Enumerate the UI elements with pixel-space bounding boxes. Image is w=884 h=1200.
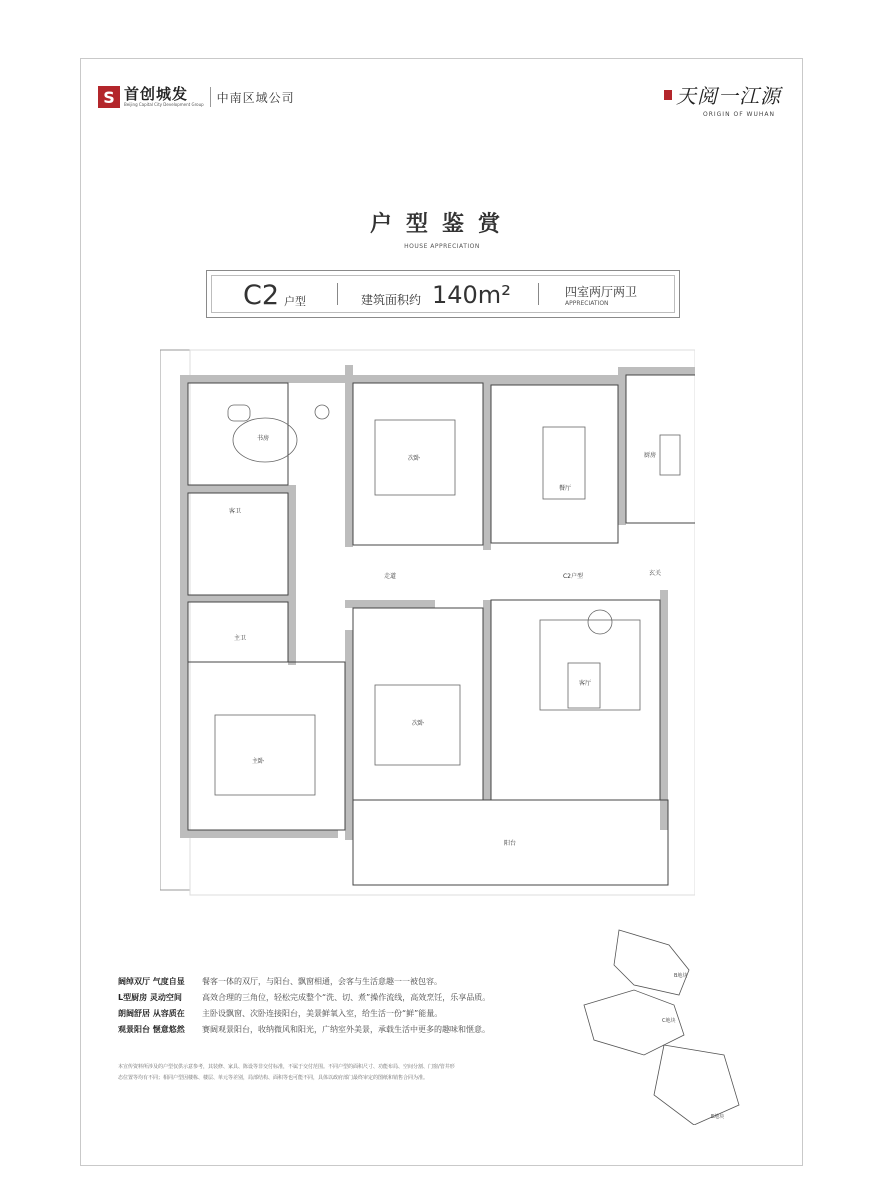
room-label-dining: 餐厅 xyxy=(558,485,572,492)
unit-code-suffix: 户型 xyxy=(284,295,306,308)
room-label-study: 书房 xyxy=(256,435,270,442)
area-value: 140m² xyxy=(432,281,511,309)
site-plan xyxy=(574,925,744,1125)
feature-title: L型厨房 灵动空间 xyxy=(118,993,182,1002)
floor-plan xyxy=(160,345,695,900)
disclaimer xyxy=(118,1062,613,1084)
seal-icon xyxy=(664,90,672,100)
room-label-master-bath: 主卫 xyxy=(233,635,247,642)
developer-name: 首创城发 xyxy=(124,85,189,103)
room-label-master-bed: 主卧 xyxy=(251,758,265,765)
info-divider xyxy=(337,283,338,305)
area-label: 建筑面积约 xyxy=(361,293,422,307)
feature-title: 阔绰双厅 气度自显 xyxy=(118,977,185,986)
room-label-living: 客厅 xyxy=(578,680,592,687)
project-name-en: ORIGIN OF WUHAN xyxy=(703,111,775,118)
feature-desc: 高效合理的三角位，轻松完成整个“洗、切、煮”操作流线，高效烹饪，乐享品质。 xyxy=(202,993,491,1002)
section-title: 户型鉴赏 xyxy=(369,212,514,237)
unit-layout-sub: APPRECIATION xyxy=(565,300,609,307)
room-label-entrance: 玄关 xyxy=(648,570,662,577)
feature-list xyxy=(118,974,490,1038)
feature-title: 观景阳台 惬意悠然 xyxy=(118,1025,185,1034)
room-label-second-bed-top: 次卧 xyxy=(407,455,421,462)
feature-item xyxy=(118,1006,490,1022)
feature-desc: 赛阔观景阳台，收纳微风和阳光，广纳室外美景，承载生活中更多的趣味和惬意。 xyxy=(202,1025,490,1034)
unit-layout: 四室两厅两卫 xyxy=(565,285,638,299)
room-label-balcony: 阳台 xyxy=(503,840,517,847)
project-name: 天阅一江源 xyxy=(676,84,781,108)
unit-code: C2 xyxy=(243,280,280,311)
info-divider xyxy=(538,283,539,305)
room-label-second-bed-bottom: 次卧 xyxy=(411,720,425,727)
developer-logo-mark: S xyxy=(98,86,120,108)
disclaimer-line: 本宣传资料所涉及的户型仅供示意参考，其装修、家具、陈设等非交付标准，不属于交付范围。不同户型的面积尺寸、功能布局、空间分割、门窗/管井形 xyxy=(118,1064,455,1070)
developer-region: 中南区域公司 xyxy=(216,90,295,105)
site-label-b: B地块 xyxy=(674,973,688,979)
feature-item xyxy=(118,990,490,1006)
feature-title: 朗阔舒居 从容质在 xyxy=(118,1009,185,1018)
brand-divider xyxy=(210,87,211,107)
site-label-c: C地块 xyxy=(662,1018,676,1024)
room-label-kitchen: 厨房 xyxy=(643,452,657,459)
section-subtitle: HOUSE APPRECIATION xyxy=(404,243,480,250)
feature-desc: 餐客一体的双厅，与阳台、飘窗相通，会客与生活意趣一一被包容。 xyxy=(202,977,442,986)
room-label-guest-bath: 客卫 xyxy=(228,508,242,515)
feature-desc: 主卧设飘窗、次卧连接阳台，美景鲜氧入室，给生活一份“鲜”能量。 xyxy=(202,1009,443,1018)
feature-item xyxy=(118,974,490,990)
site-label-e: E地块 xyxy=(711,1114,725,1120)
room-label-corridor: 走道 xyxy=(383,573,397,580)
room-label-unit-type: C2户型 xyxy=(562,573,584,580)
developer-logo xyxy=(98,86,295,108)
developer-name-en: Beijing Capital City Development Group xyxy=(124,102,204,107)
project-logo xyxy=(664,80,781,118)
feature-item xyxy=(118,1022,490,1038)
disclaimer-line: 态位置等均有不同；相同户型因楼栋、楼层、单元等差别，局部结构、面积等也可能不同，具体以政府部门最终审定的图纸和销售合同为准。 xyxy=(118,1075,429,1081)
